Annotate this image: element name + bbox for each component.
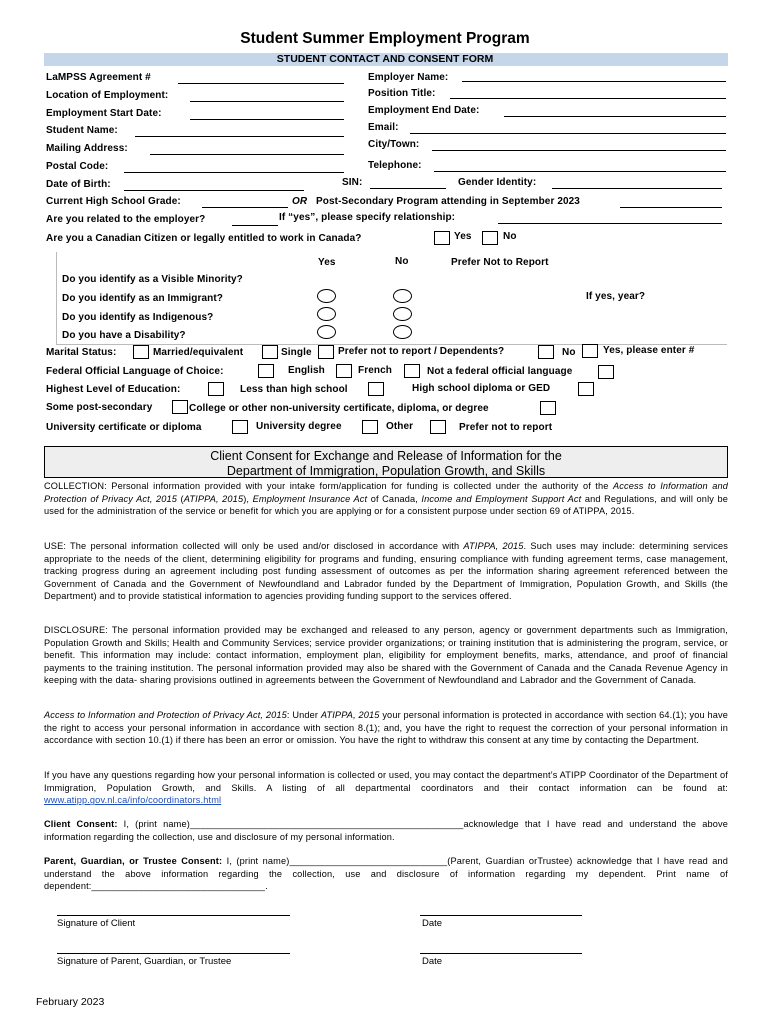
postal-code-label: Postal Code: [46, 161, 109, 172]
dependents-no-checkbox[interactable] [538, 345, 554, 359]
row-indigenous: Do you identify as Indigenous? [62, 312, 214, 323]
postsec-label: Post-Secondary Program attending in September 2023 [316, 196, 580, 207]
univ-degree-checkbox[interactable] [362, 420, 378, 434]
student-name-field[interactable] [135, 136, 344, 137]
related-field[interactable] [232, 225, 278, 226]
citizen-label: Are you a Canadian Citizen or legally entitled to work in Canada? [46, 233, 362, 244]
married-checkbox[interactable] [133, 345, 149, 359]
indigenous-no-radio[interactable] [393, 307, 412, 321]
marital-label: Marital Status: [46, 347, 117, 358]
footer-date: February 2023 [36, 996, 105, 1008]
row-visible-minority: Do you identify as a Visible Minority? [62, 274, 243, 285]
education-label: Highest Level of Education: [46, 384, 181, 395]
other-label: Other [386, 421, 414, 432]
single-checkbox[interactable] [262, 345, 278, 359]
questions-paragraph: If you have any questions regarding how your personal information is collected or used, you may contact the department’s ATIPP Coordinator of the Department of Immigration, Population Growth, and Skills. A listing of all departmental coordinators and their contact information can be found at: www.atipp.gov.nl.ca/info/coordinators.html [44, 770, 728, 806]
end-date-field[interactable] [504, 116, 726, 117]
parent-date-line[interactable] [420, 953, 582, 954]
city-label: City/Town: [368, 139, 420, 150]
relationship-label: If “yes”, please specify relationship: [279, 212, 456, 223]
univ-cert-label: University certificate or diploma [46, 422, 202, 433]
disability-yes-radio[interactable] [317, 325, 336, 339]
email-field[interactable] [410, 133, 726, 134]
citizen-no-checkbox[interactable] [482, 231, 498, 245]
client-signature-line[interactable] [57, 915, 290, 916]
parent-signature-line[interactable] [57, 953, 290, 954]
postsec-field[interactable] [620, 207, 722, 208]
sin-label: SIN: [342, 177, 363, 188]
dependents-no-label: No [562, 347, 576, 358]
parent-date-label: Date [422, 956, 443, 967]
mailing-address-field[interactable] [150, 154, 344, 155]
prefer-marital-checkbox[interactable] [318, 345, 334, 359]
telephone-field[interactable] [434, 171, 726, 172]
dob-field[interactable] [124, 190, 304, 191]
immigrant-yes-radio[interactable] [317, 289, 336, 303]
not-official-checkbox[interactable] [598, 365, 614, 379]
position-field[interactable] [450, 98, 726, 99]
immigrant-no-radio[interactable] [393, 289, 412, 303]
parent-consent-paragraph: Parent, Guardian, or Trustee Consent: I, (print name)______________________________(Parent, Guardian orTrustee) acknowledge that I have read and understand the above information regarding the collection, use and disclosure of information regarding my dependent. Print name of dependent:_________________________________. [44, 856, 729, 892]
agreement-label: LaMPSS Agreement # [46, 72, 151, 83]
collection-paragraph: COLLECTION: Personal information provided with your intake form/application for funding is collected under the authority of the Access to Information and Protection of Privacy Act, 2015 (ATIPPA, 2015), Employment Insurance Act of Canada, Income and Employment Support Act and Regulations, and will only be used for the administration of the service or benefit for which you are applying or for a consistent purpose under section 69 of ATIPPA, 2015. [44, 481, 729, 517]
married-label: Married/equivalent [153, 347, 244, 358]
disability-no-radio[interactable] [393, 325, 412, 339]
language-label: Federal Official Language of Choice: [46, 366, 224, 377]
client-date-line[interactable] [420, 915, 582, 916]
start-date-field[interactable] [190, 119, 344, 120]
english-label: English [288, 365, 325, 376]
or-label: OR [292, 196, 308, 207]
consent-title: Client Consent for Exchange and Release of Information for the Department of Immigration, Population Growth, and Skills [210, 449, 562, 478]
not-official-label: Not a federal official language [427, 366, 573, 377]
less-hs-checkbox[interactable] [208, 382, 224, 396]
grade-field[interactable] [202, 207, 288, 208]
parent-print-name-field[interactable]: ______________________________ [289, 856, 448, 866]
french-label: French [358, 365, 392, 376]
english-checkbox[interactable] [258, 364, 274, 378]
client-print-name-field[interactable]: ____________________________________________________ [189, 819, 464, 829]
dependents-yes-label: Yes, please enter # [603, 345, 695, 356]
relationship-field[interactable] [498, 223, 722, 224]
client-signature-label: Signature of Client [57, 918, 136, 929]
employer-label: Employer Name: [368, 72, 449, 83]
student-name-label: Student Name: [46, 125, 118, 136]
french-checkbox[interactable] [404, 364, 420, 378]
english-box[interactable] [336, 364, 352, 378]
postal-code-field[interactable] [124, 172, 344, 173]
dependent-name-field[interactable]: _________________________________ [91, 881, 266, 892]
citizen-yes-label: Yes [454, 231, 472, 242]
college-checkbox[interactable] [540, 401, 556, 415]
agreement-field[interactable] [178, 83, 344, 84]
other-checkbox[interactable] [430, 420, 446, 434]
start-date-label: Employment Start Date: [46, 108, 162, 119]
email-label: Email: [368, 122, 399, 133]
if-yes-year-label: If yes, year? [586, 291, 646, 302]
college-label: College or other non-university certificate, diploma, or degree [189, 403, 489, 414]
parent-signature-label: Signature of Parent, Guardian, or Trustee [57, 956, 232, 967]
col-yes: Yes [318, 257, 336, 268]
coordinators-link[interactable]: www.atipp.gov.nl.ca/info/coordinators.html [44, 795, 222, 806]
related-label: Are you related to the employer? [46, 214, 206, 225]
some-ps-checkbox[interactable] [172, 400, 188, 414]
univ-cert-checkbox[interactable] [232, 420, 248, 434]
end-date-label: Employment End Date: [368, 105, 480, 116]
hs-label: High school diploma or GED [412, 383, 551, 394]
location-field[interactable] [190, 101, 344, 102]
single-label: Single [281, 347, 312, 358]
hs-checkbox[interactable] [578, 382, 594, 396]
citizen-no-label: No [503, 231, 517, 242]
position-label: Position Title: [368, 88, 436, 99]
atippa-paragraph: Access to Information and Protection of Privacy Act, 2015: Under ATIPPA, 2015 your personal information is protected in accordance with section 64.(1); you have the right to access your personal information in accordance with section 8.(1); and, you have the right to request the correction of your personal information in accordance with section 10.(1) if there has been an error or omission. You have the right to withdraw this consent at any time by contacting the Department. [44, 710, 728, 746]
gender-field[interactable] [552, 188, 722, 189]
sin-field[interactable] [370, 188, 446, 189]
dob-label: Date of Birth: [46, 179, 111, 190]
citizen-yes-checkbox[interactable] [434, 231, 450, 245]
col-no: No [395, 256, 409, 267]
location-label: Location of Employment: [46, 90, 169, 101]
row-disability: Do you have a Disability? [62, 330, 186, 341]
less-hs-box[interactable] [368, 382, 384, 396]
row-immigrant: Do you identify as an Immigrant? [62, 293, 223, 304]
disclosure-paragraph: DISCLOSURE: The personal information provided may be exchanged and released to any person, agency or government departments such as Immigration, Population Growth and Skills; Health and Community Services; service provider organizations; or training institution that is administering the program, service, or benefit. This information may include: contact information, employment plan, eligibility for employment benefits, marks, attendance, and proof of financial payments to the training institution. The personal information provided may also be shared with the Government of Canada and the Canada Revenue Agency in keeping with the data- sharing provisions outlined in agreements between the Government of Newfoundland and Labrador and the Government of Canada. [44, 625, 728, 686]
grade-label: Current High School Grade: [46, 196, 181, 207]
prefer-edu-label: Prefer not to report [459, 422, 553, 433]
form-subtitle: STUDENT CONTACT AND CONSENT FORM [276, 53, 494, 65]
form-title: Student Summer Employment Program [240, 30, 530, 47]
indigenous-yes-radio[interactable] [317, 307, 336, 321]
univ-degree-label: University degree [256, 421, 342, 432]
client-date-label: Date [422, 918, 443, 929]
dependents-label: Prefer not to report / Dependents? [338, 346, 505, 357]
dependents-yes-checkbox[interactable] [582, 344, 598, 358]
some-ps-label: Some post-secondary [46, 402, 153, 413]
client-consent-paragraph: Client Consent: I, (print name)____________________________________________________acknowledge that I have read and understand the above information regarding the collection, use and disclosure of my personal information. [44, 819, 729, 842]
less-hs-label: Less than high school [240, 384, 348, 395]
city-field[interactable] [432, 150, 726, 151]
gender-label: Gender Identity: [458, 177, 537, 188]
employer-field[interactable] [462, 81, 726, 82]
mailing-address-label: Mailing Address: [46, 143, 128, 154]
col-prefer: Prefer Not to Report [451, 257, 549, 268]
telephone-label: Telephone: [368, 160, 422, 171]
use-paragraph: USE: The personal information collected will only be used and/or disclosed in accordance with ATIPPA, 2015. Such uses may include: determining services appropriate to the needs of the client, determining eligibility for programs and funding, ensuring compliance with funding agreement terms, case management, tracking progress during an agreement including post funding assessment of outcomes as per the information sharing agreement referenced between the Government of Canada and the Government of Newfoundland and Labrador funded by the Department of Immigration, Population Growth, and Skills (the Department) and to provide statistical information to agencies providing funding support to the services offered. [44, 541, 728, 602]
